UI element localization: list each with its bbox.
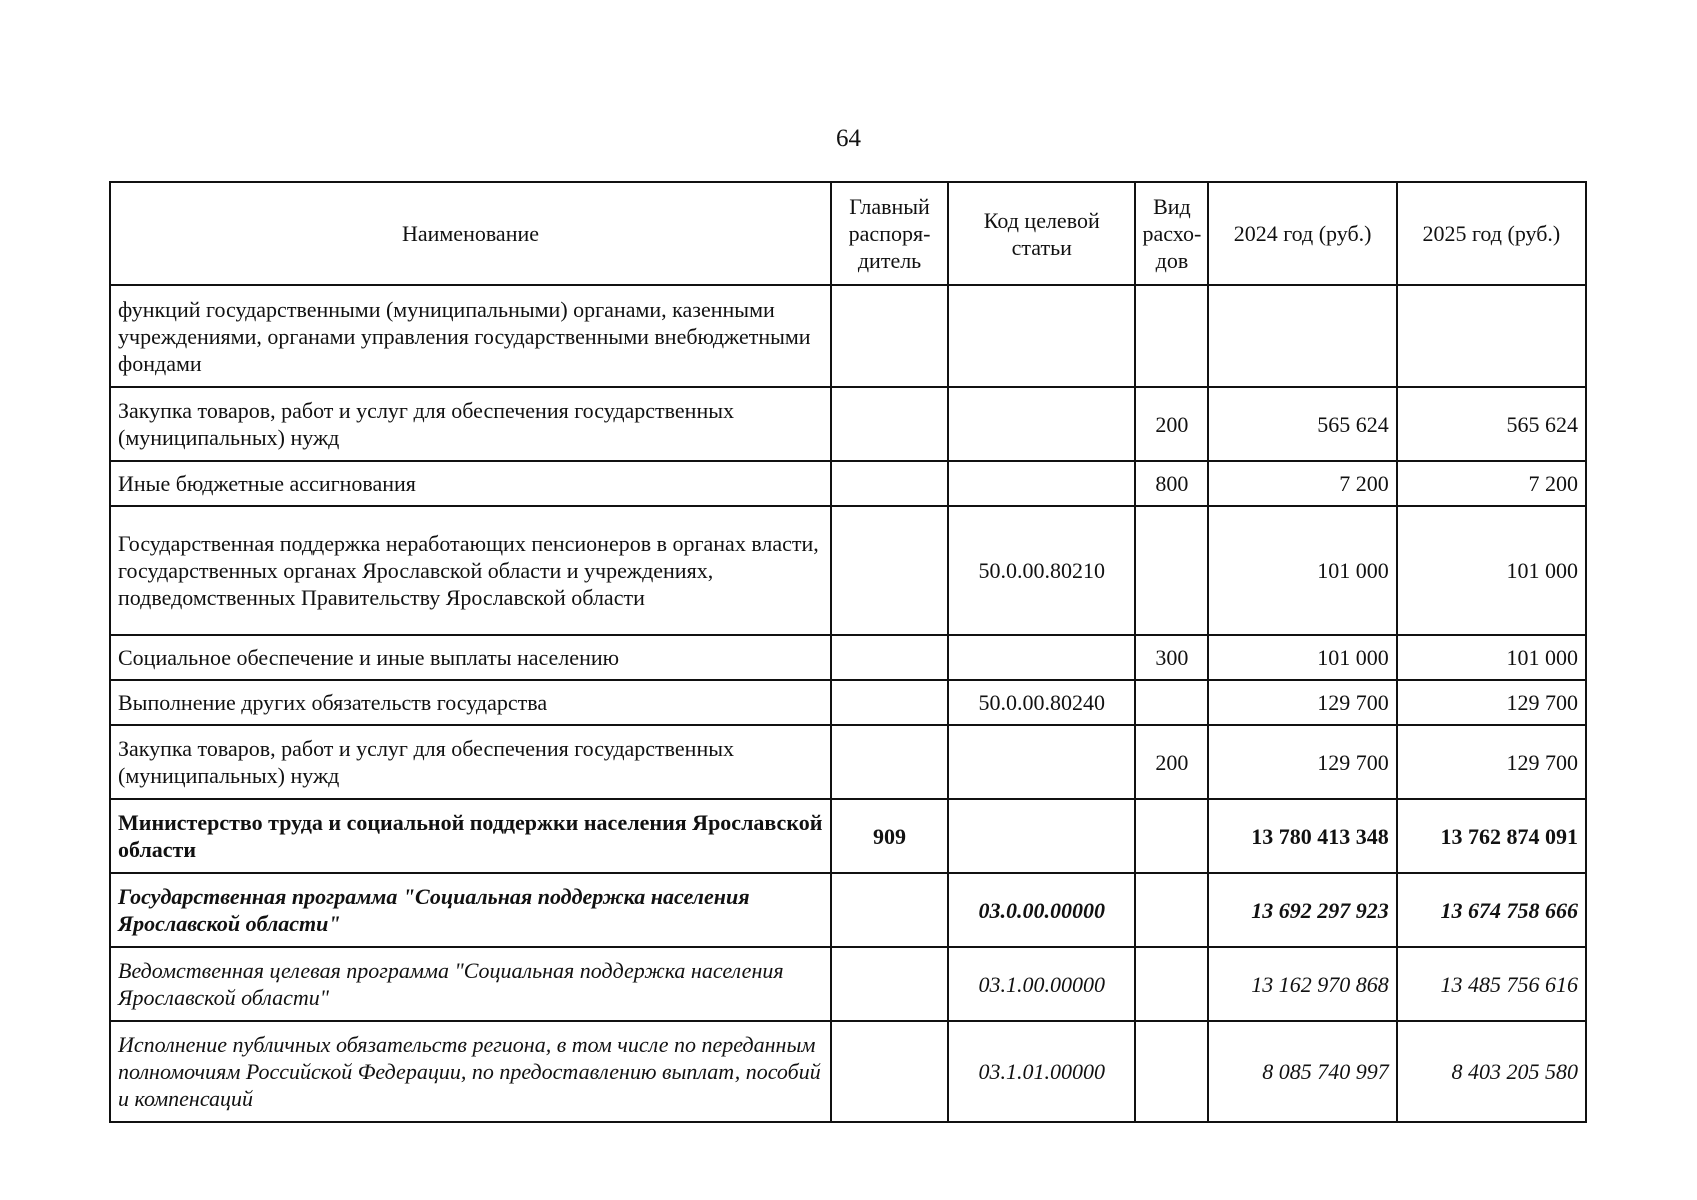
table-row <box>110 1021 1586 1122</box>
row-type <box>1135 1021 1208 1122</box>
row-admin <box>831 1021 948 1122</box>
row-type <box>1135 680 1208 725</box>
row-2024: 565 624 <box>1208 387 1396 461</box>
header-2024: 2024 год (руб.) <box>1208 182 1396 285</box>
row-type <box>1135 506 1208 635</box>
row-code <box>948 285 1135 387</box>
row-name: Закупка товаров, работ и услуг для обеспечения государственных (муниципальных) нужд <box>110 725 831 799</box>
row-2025: 101 000 <box>1397 635 1586 680</box>
row-2024: 129 700 <box>1208 725 1396 799</box>
table-row <box>110 873 1586 947</box>
row-2024: 7 200 <box>1208 461 1396 506</box>
row-name: Министерство труда и социальной поддержки населения Ярославской области <box>110 799 831 873</box>
row-admin <box>831 285 948 387</box>
row-2024: 8 085 740 997 <box>1208 1021 1396 1122</box>
table-row <box>110 799 1586 873</box>
row-2024: 101 000 <box>1208 506 1396 635</box>
header-name: Наименование <box>110 182 831 285</box>
row-code: 50.0.00.80210 <box>948 506 1135 635</box>
row-type <box>1135 947 1208 1021</box>
row-2024: 13 692 297 923 <box>1208 873 1396 947</box>
table-row <box>110 947 1586 1021</box>
row-code: 50.0.00.80240 <box>948 680 1135 725</box>
budget-table <box>109 181 1587 1123</box>
table-row <box>110 635 1586 680</box>
row-name: функций государственными (муниципальными) органами, казенными учреждениями, органами управления государственными внебюджетными фондами <box>110 285 831 387</box>
row-2024: 101 000 <box>1208 635 1396 680</box>
row-admin <box>831 680 948 725</box>
row-name: Государственная программа "Социальная поддержка населения Ярославской области" <box>110 873 831 947</box>
row-type: 300 <box>1135 635 1208 680</box>
row-name: Выполнение других обязательств государства <box>110 680 831 725</box>
row-admin <box>831 725 948 799</box>
row-admin: 909 <box>831 799 948 873</box>
row-2025: 129 700 <box>1397 680 1586 725</box>
table-row <box>110 680 1586 725</box>
row-type <box>1135 873 1208 947</box>
row-code <box>948 799 1135 873</box>
row-2025: 13 485 756 616 <box>1397 947 1586 1021</box>
table-row <box>110 461 1586 506</box>
row-2025: 129 700 <box>1397 725 1586 799</box>
row-code: 03.0.00.00000 <box>948 873 1135 947</box>
table-row <box>110 506 1586 635</box>
row-2025: 101 000 <box>1397 506 1586 635</box>
row-2024: 13 162 970 868 <box>1208 947 1396 1021</box>
row-type <box>1135 285 1208 387</box>
row-2024 <box>1208 285 1396 387</box>
row-code <box>948 387 1135 461</box>
row-2025: 13 674 758 666 <box>1397 873 1586 947</box>
row-type: 200 <box>1135 725 1208 799</box>
table-row <box>110 387 1586 461</box>
row-admin <box>831 506 948 635</box>
table-row <box>110 285 1586 387</box>
row-name: Исполнение публичных обязательств региона, в том числе по переданным полномочиям Российской Федерации, по предоставлению выплат, пособий и компенсаций <box>110 1021 831 1122</box>
row-type: 200 <box>1135 387 1208 461</box>
row-admin <box>831 873 948 947</box>
table-row <box>110 725 1586 799</box>
row-code: 03.1.00.00000 <box>948 947 1135 1021</box>
row-code <box>948 461 1135 506</box>
row-type <box>1135 799 1208 873</box>
row-2025: 7 200 <box>1397 461 1586 506</box>
row-2025 <box>1397 285 1586 387</box>
row-name: Закупка товаров, работ и услуг для обеспечения государственных (муниципальных) нужд <box>110 387 831 461</box>
row-name: Государственная поддержка неработающих пенсионеров в органах власти, государственных органах Ярославской области и учреждениях, подведомственных Правительству Ярославской области <box>110 506 831 635</box>
row-name: Ведомственная целевая программа "Социальная поддержка населения Ярославской области" <box>110 947 831 1021</box>
row-admin <box>831 461 948 506</box>
row-type: 800 <box>1135 461 1208 506</box>
header-2025: 2025 год (руб.) <box>1397 182 1586 285</box>
row-code: 03.1.01.00000 <box>948 1021 1135 1122</box>
row-2025: 8 403 205 580 <box>1397 1021 1586 1122</box>
row-code <box>948 635 1135 680</box>
header-admin: Главный распоря- дитель <box>831 182 948 285</box>
row-2024: 129 700 <box>1208 680 1396 725</box>
row-admin <box>831 947 948 1021</box>
row-name: Иные бюджетные ассигнования <box>110 461 831 506</box>
row-2024: 13 780 413 348 <box>1208 799 1396 873</box>
header-type: Вид расхо- дов <box>1135 182 1208 285</box>
table-header-row <box>110 182 1586 285</box>
row-admin <box>831 635 948 680</box>
page-number: 64 <box>836 125 861 152</box>
row-code <box>948 725 1135 799</box>
row-2025: 565 624 <box>1397 387 1586 461</box>
row-2025: 13 762 874 091 <box>1397 799 1586 873</box>
row-name: Социальное обеспечение и иные выплаты населению <box>110 635 831 680</box>
header-code: Код целевой статьи <box>948 182 1135 285</box>
row-admin <box>831 387 948 461</box>
